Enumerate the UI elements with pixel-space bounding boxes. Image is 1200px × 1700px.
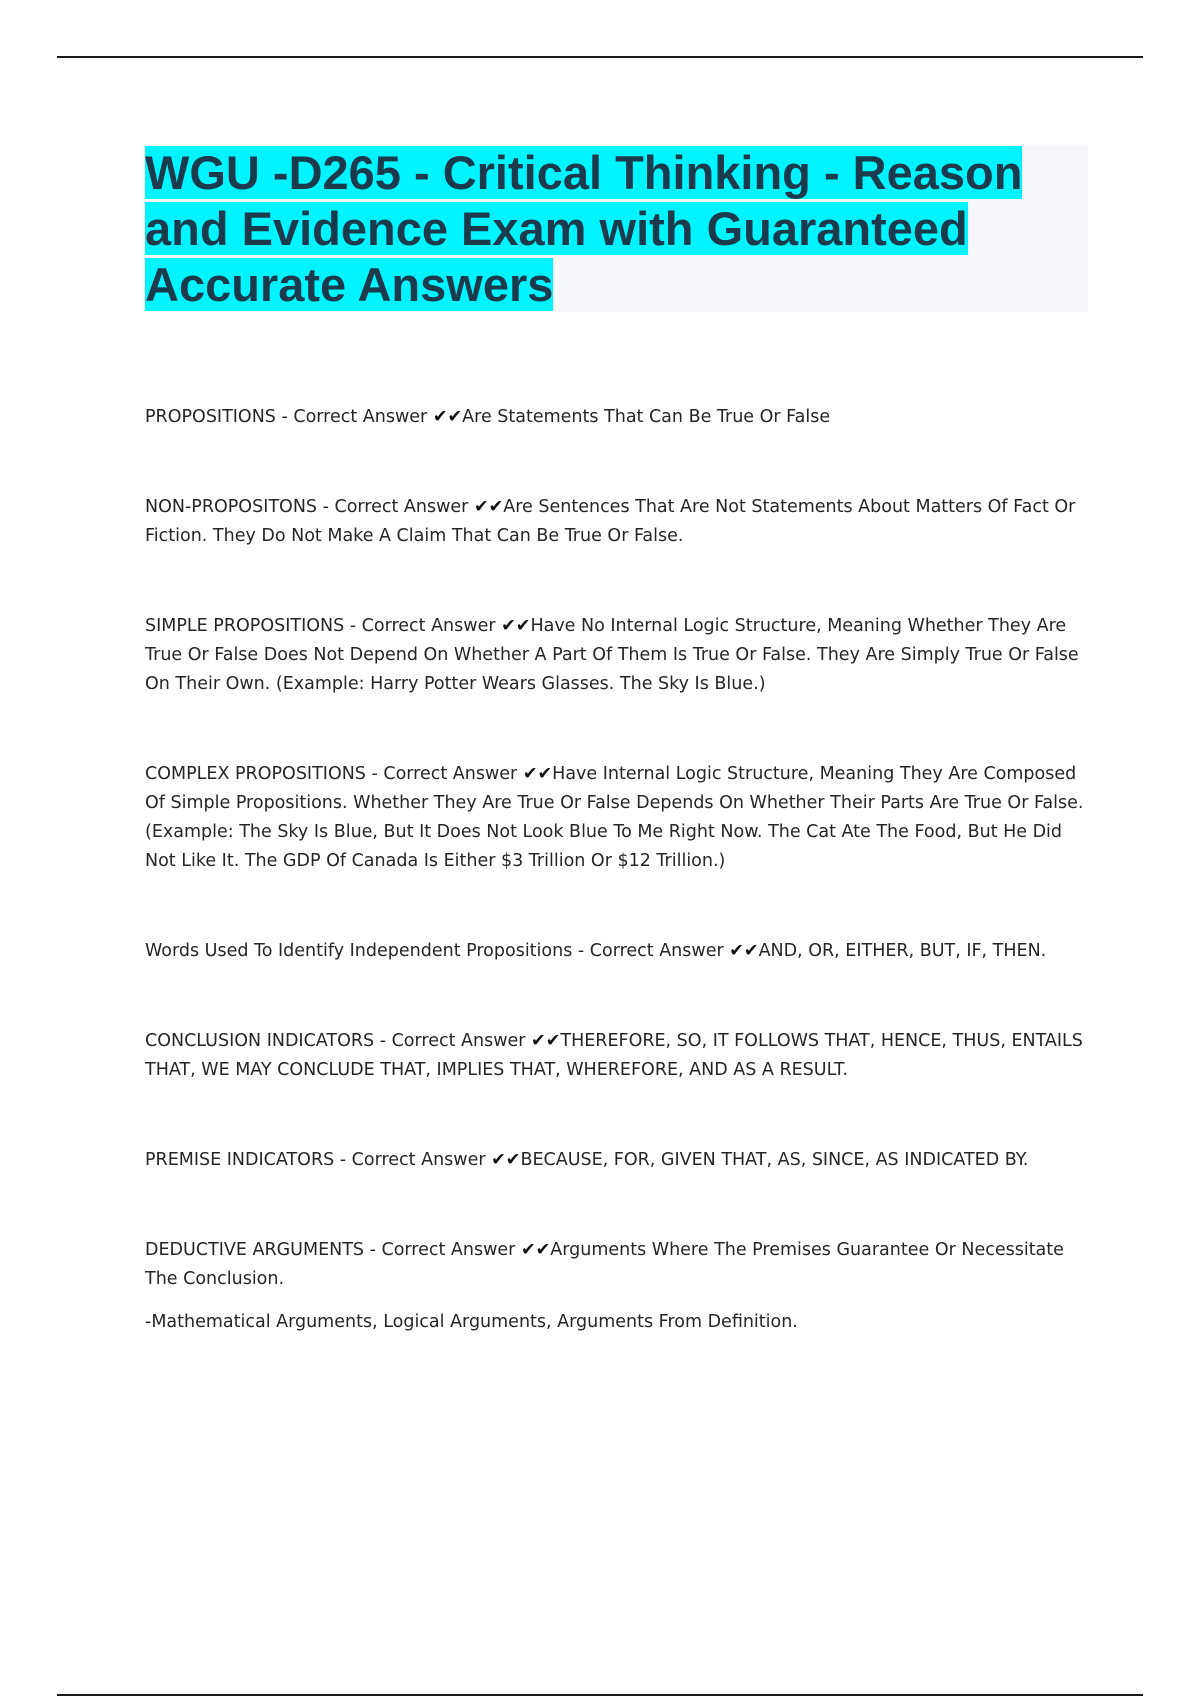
qa-separator: - Correct Answer	[334, 1150, 492, 1170]
title-block	[145, 145, 1088, 312]
qa-item	[145, 612, 1090, 699]
qa-item	[145, 1027, 1090, 1085]
qa-answer: Are Statements That Can Be True Or False	[462, 407, 831, 427]
qa-answer: Have Internal Logic Structure, Meaning They Are Composed Of Simple Propositions. Whether They Are True Or False Depends On Whether Their Parts Are True Or False. (Example: The Sky Is Blue, But It Does Not Look Blue To Me Right Now. The Cat Ate The Food, But He Did Not Like It. The GDP Of Canada Is Either $3 Trillion Or $12 Trillion.)	[145, 764, 1084, 871]
document-title	[145, 145, 1088, 313]
title-highlight: WGU -D265 - Critical Thinking - Reason and Evidence Exam with Guaranteed Accurate Answers	[145, 146, 1023, 311]
qa-answer: Arguments Where The Premises Guarantee Or Necessitate The Conclusion.	[145, 1240, 1064, 1289]
qa-answer: Are Sentences That Are Not Statements About Matters Of Fact Or Fiction. They Do Not Make A Claim That Can Be True Or False.	[145, 497, 1076, 546]
bottom-rule	[57, 1694, 1143, 1696]
check-mark-icon: ✔✔	[522, 764, 553, 784]
check-mark-icon: ✔✔	[729, 941, 759, 961]
qa-term: PROPOSITIONS	[145, 407, 276, 427]
qa-term: PREMISE INDICATORS	[145, 1150, 335, 1170]
check-mark-icon: ✔✔	[491, 1150, 521, 1170]
qa-separator: - Correct Answer	[572, 941, 730, 961]
qa-answer: Have No Internal Logic Structure, Meaning Whether They Are True Or False Does Not Depend On Whether A Part Of Them Is True Or False. They Are Simply True Or False On Their Own. (Example: Harry Potter Wears Glasses. The Sky Is Blue.)	[145, 616, 1079, 694]
check-mark-icon: ✔✔	[501, 616, 531, 636]
qa-separator: - Correct Answer	[365, 764, 523, 784]
qa-answer: BECAUSE, FOR, GIVEN THAT, AS, SINCE, AS INDICATED BY.	[520, 1150, 1029, 1170]
qa-term: NON-PROPOSITONS	[145, 497, 318, 517]
qa-separator: - Correct Answer	[364, 1240, 521, 1260]
qa-answer: THEREFORE, SO, IT FOLLOWS THAT, HENCE, THUS, ENTAILS THAT, WE MAY CONCLUDE THAT, IMPLIES THAT, WHEREFORE, AND AS A RESULT.	[145, 1031, 1083, 1080]
deductive-examples: -Mathematical Arguments, Logical Arguments, Arguments From Definition.	[145, 1312, 798, 1332]
qa-term: Words Used To Identify Independent Propositions	[145, 941, 573, 961]
qa-separator: - Correct Answer	[374, 1031, 532, 1051]
qa-item	[145, 1146, 1090, 1175]
qa-item	[145, 1236, 1090, 1294]
qa-list	[145, 403, 1090, 1337]
qa-item	[145, 937, 1090, 966]
check-mark-icon: ✔✔	[473, 497, 504, 517]
check-mark-icon: ✔✔	[432, 407, 463, 427]
top-rule	[57, 56, 1143, 58]
qa-separator: - Correct Answer	[275, 407, 433, 427]
qa-item	[145, 403, 1090, 432]
qa-term: COMPLEX PROPOSITIONS	[145, 764, 366, 784]
qa-term: SIMPLE PROPOSITIONS	[145, 616, 345, 636]
qa-item	[145, 760, 1090, 876]
qa-separator: - Correct Answer	[344, 616, 502, 636]
qa-term: DEDUCTIVE ARGUMENTS	[145, 1240, 365, 1260]
qa-term: CONCLUSION INDICATORS	[145, 1031, 375, 1051]
check-mark-icon: ✔✔	[531, 1031, 561, 1051]
qa-answer: AND, OR, EITHER, BUT, IF, THEN.	[758, 941, 1047, 961]
qa-item	[145, 493, 1090, 551]
check-mark-icon: ✔✔	[520, 1240, 551, 1260]
qa-separator: - Correct Answer	[317, 497, 474, 517]
